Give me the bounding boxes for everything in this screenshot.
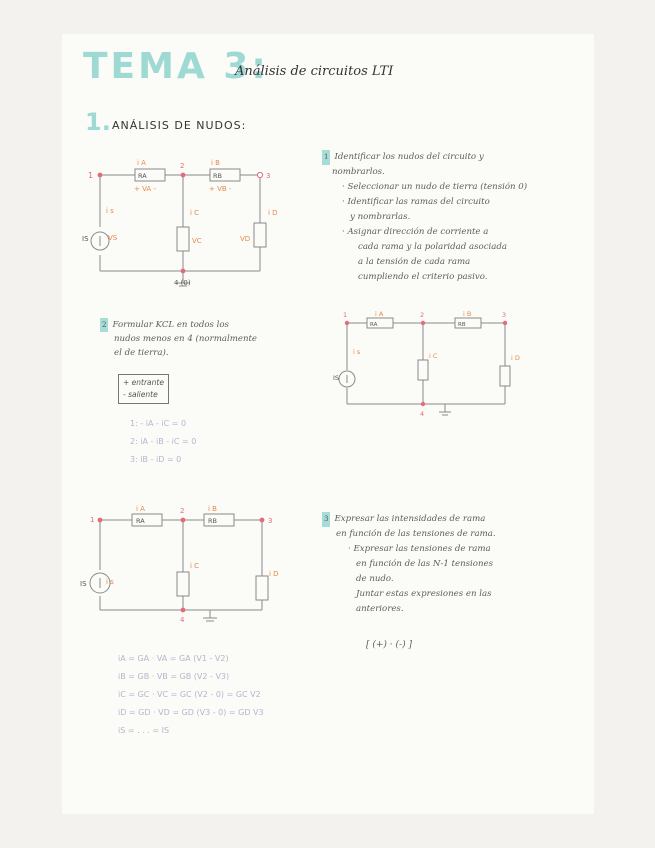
section-number: 1. [85,108,111,136]
current-ic: i C [190,562,200,570]
current-is: i s [106,578,114,586]
bracket-expression: [ (+) · (-) ] [366,640,412,650]
source-is-label: IS [80,580,87,588]
node-4-label: 4 [180,616,185,624]
sign-convention-box: + entrante - saliente [118,374,169,404]
voltage-vb: + VB - [209,185,232,193]
node-3-label: 3 [268,517,273,525]
circuit-diagram-1 [80,155,290,300]
node-1-label: 1 [88,171,94,180]
current-is: i s [106,207,114,215]
voltage-va: + VA - [134,185,156,193]
source-is-label: IS [333,374,340,382]
current-id: i D [269,570,279,578]
resistor-ra-label: RA [138,172,147,180]
node-4-label: 4 [420,410,425,418]
resistor-rb-label: RB [213,172,222,180]
current-id: i D [511,354,520,362]
current-ic: i C [429,352,438,360]
node-2-label: 2 [180,507,185,515]
node-1-label: 1 [343,311,348,319]
circuit-diagram-3 [80,502,280,632]
current-ia: i A [136,505,145,513]
current-is: i s [353,348,361,356]
resistor-ra-label: RA [136,517,145,525]
step-2-number: 2 [100,318,108,332]
node-1-label: 1 [90,516,95,524]
node-ground-label: 4 (0) [174,279,191,287]
source-is-label: IS [82,235,89,243]
page-title: TEMA 3: [83,46,269,87]
current-id: i D [268,209,278,217]
resistor-rb-label: RB [458,322,466,328]
current-ib: i B [211,159,220,167]
kcl-equations: 1: - iA - iC = 0 2: iA - iB - iC = 0 3: iB - iD = 0 [130,419,197,464]
page-subtitle: Análisis de circuitos LTI [235,64,394,79]
circuit-diagram-2 [335,308,525,420]
step-1-text: 1 Identificar los nudos del circuito y nombrarlos. · Seleccionar un nudo de tierra (tensión 0) · Identificar las ramas del circuito y nombrarlas. · Asignar dirección de corriente a cada rama y la polaridad asociada a la tensión de cada rama cumpliendo el criterio pasivo. [324,152,528,282]
voltage-vc: VC [192,237,202,245]
step-3-text: 3 Expresar las intensidades de rama en función de las tensiones de rama. · Expresar las tensiones de rama en función de las N-1 tensiones de nudo. Juntar estas expresiones en las anteriores. [324,514,496,614]
current-ia: i A [375,310,384,318]
node-2-label: 2 [180,162,185,170]
voltage-vs: VS [108,234,118,242]
node-3-label: 3 [266,172,271,180]
voltage-vd: VD [240,235,251,243]
resistor-ra-label: RA [370,322,378,328]
current-ia: i A [137,159,146,167]
section-title: ANÁLISIS DE NUDOS: [112,119,247,132]
current-ic: i C [190,209,200,217]
node-2-label: 2 [420,311,425,319]
current-ib: i B [208,505,217,513]
resistor-rb-label: RB [208,517,217,525]
step-3-number: 3 [322,512,330,527]
step-2-text: 2 Formular KCL en todos los nudos menos en 4 (normalmente el de tierra). [102,320,258,358]
node-3-label: 3 [502,311,507,319]
step-1-number: 1 [322,150,330,165]
current-ib: i B [463,310,472,318]
branch-equations: iA = GA · VA = GA (V1 - V2) iB = GB · VB = GB (V2 - V3) iC = GC · VC = GC (V2 - 0) = GC V2 iD = GD · VD = GD (V3 - 0) = GD V3 iS = . . . = IS [118,654,264,735]
